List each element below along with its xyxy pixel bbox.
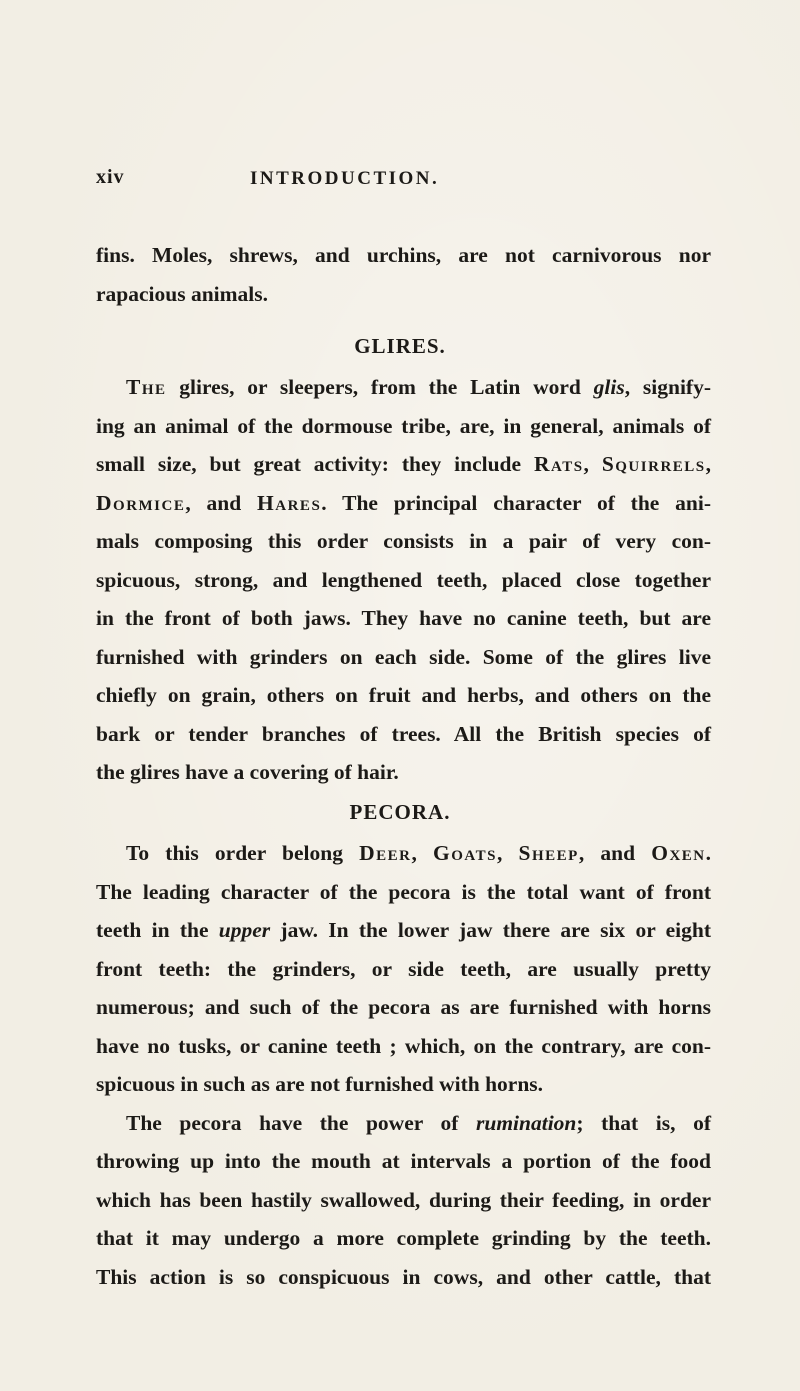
text-line: throwing up into the mouth at intervals a portion of the food: [96, 1149, 711, 1173]
text-line: The glires, or sleepers, from the Latin word glis, signify-: [126, 375, 712, 399]
text-line: numerous; and such of the pecora as are furnished with horns: [96, 995, 711, 1019]
running-head-title: INTRODUCTION.: [250, 168, 440, 189]
running-head: [0, 166, 800, 196]
text-line: The pecora have the power of rumination; that is, of: [126, 1110, 711, 1135]
text-line: the glires have a covering of hair.: [96, 760, 399, 784]
text-line: ing an animal of the dormouse tribe, are, in general, animals of: [96, 413, 711, 438]
text-line: have no tusks, or canine teeth ; which, on the contrary, are con-: [96, 1033, 711, 1058]
text-line: Dormice, and Hares. The principal character of the ani-: [96, 490, 712, 515]
text-line: that it may undergo a more complete grinding by the teeth.: [96, 1226, 711, 1250]
text-line: which has been hastily swallowed, during their feeding, in order: [96, 1187, 711, 1212]
text-line: mals composing this order consists in a pair of very con-: [96, 529, 711, 553]
text-line: This action is so conspicuous in cows, and other cattle, that: [96, 1264, 711, 1289]
text-line: rapacious animals.: [96, 281, 269, 306]
section-heading-pecora: PECORA.: [349, 800, 451, 824]
text-line: front teeth: the grinders, or side teeth, are usually pretty: [96, 956, 711, 981]
pecora-paragraph: [96, 834, 711, 1296]
text-line: teeth in the upper jaw. In the lower jaw there are six or eight: [96, 918, 711, 942]
text-line: in the front of both jaws. They have no canine teeth, but are: [96, 606, 711, 630]
page-number: xiv: [96, 166, 125, 188]
text-line: fins. Moles, shrews, and urchins, are not carnivorous nor: [96, 243, 711, 267]
text-line: spicuous in such as are not furnished with horns.: [96, 1072, 544, 1096]
text-line: spicuous, strong, and lengthened teeth, placed close together: [96, 567, 711, 592]
text-line: small size, but great activity: they include Rats, Squirrels,: [96, 452, 711, 476]
intro-paragraph: [96, 236, 711, 313]
text-line: The leading character of the pecora is the total want of front: [96, 879, 711, 904]
glires-paragraph: [96, 368, 711, 792]
text-line: furnished with grinders on each side. Some of the glires live: [96, 644, 711, 669]
text-line: To this order belong Deer, Goats, Sheep, and Oxen.: [126, 841, 712, 865]
text-line: chiefly on grain, others on fruit and herbs, and others on the: [96, 683, 711, 707]
text-line: bark or tender branches of trees. All the British species of: [96, 721, 711, 746]
section-heading-glires: GLIRES.: [354, 334, 446, 358]
